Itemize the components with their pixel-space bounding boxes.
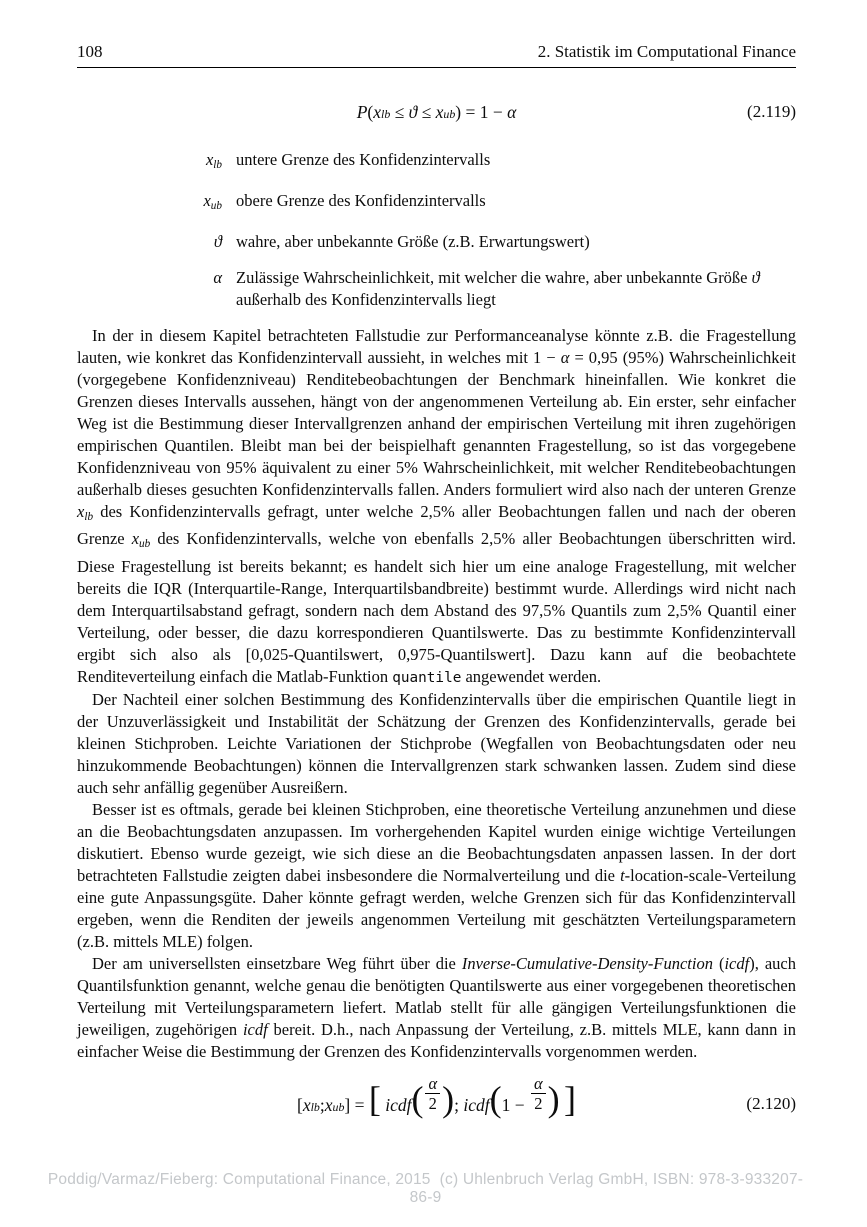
equation-2120-number: (2.120) bbox=[746, 1093, 796, 1113]
definition-description: Zulässige Wahrscheinlichkeit, mit welcher die wahre, aber unbekannte Größe ϑ außerhalb des Konfidenzintervalls liegt bbox=[236, 268, 760, 310]
paragraph-2: Der Nachteil einer solchen Bestimmung des Konfidenzintervalls über die empirischen Quantile liegt in der Unzuverlässigkeit und Instabilität der Schätzung der Grenzen des Konfidenzintervalls, gerade bei kleinen Stichproben. Leichte Variationen der Stichprobe (Wegfallen von Beobachtungsdaten oder neu hinzukommende Beobachtungen) können die Intervallgrenzen stark schwanken lassen. Zudem sind diese auch sehr anfällig gegenüber Ausreißern. bbox=[77, 689, 796, 797]
equation-2120 bbox=[77, 1073, 796, 1131]
equation-2119 bbox=[77, 99, 796, 125]
page-number: 108 bbox=[77, 42, 103, 61]
definition-term: α bbox=[213, 268, 222, 288]
definitions-list bbox=[77, 149, 796, 311]
paragraph-3: Besser ist es oftmals, gerade bei kleinen Stichproben, eine theoretische Verteilung anzunehmen und diese an die Beobachtungsdaten anzupassen. Im vorhergehenden Kapitel wurden einige wichtige Verteilungen diskutiert. Ebenso wurde gezeigt, wie sich diese an die Beobachtungsdaten anpassen lassen. In der dort betrachteten Fallstudie zeigten dabei insbesondere die Normalverteilung und die t-location-scale-Verteilung eine gute Anpassungsgüte. Daher könnte gefragt werden, welche Grenzen sich für das Konfidenzintervall ergeben, wenn die Renditen der jeweils angenommen Verteilung mit geschätzten Verteilungsparametern (z.B. mittels MLE) folgen. bbox=[77, 799, 796, 951]
equation-2119-formula: P(xlb ≤ ϑ ≤ xub) = 1 − α bbox=[356, 102, 517, 122]
definition-description: obere Grenze des Konfidenzintervalls bbox=[236, 191, 486, 211]
definition-row bbox=[77, 190, 796, 217]
chapter-title: 2. Statistik im Computational Finance bbox=[537, 42, 796, 61]
paragraph-1: In der in diesem Kapitel betrachteten Fallstudie zur Performanceanalyse könnte z.B. die Fragestellung lauten, wie konkret das Konfidenzintervall aussieht, in welches mit 1 − α = 0,95 (95%) Wahrscheinlichkeit (vorgegebene Konfidenzniveau) Renditebeobachtungen der Benchmark hineinfallen. Wie konkret die Grenzen dieses Intervalls aussehen, hängt von der angenommenen Verteilung ab. Ein erster, sehr einfacher Weg ist die Bestimmung dieser Intervallgrenzen anhand der empirischen Verteilung mit ihren zugehörigen empirischen Quantilen. Bleibt man bei der beispielhaft genannten Fragestellung, so ist das vorgegebene Konfidenzniveau von 95% äquivalent zu einer 5% Wahrscheinlichkeit, mit welcher Renditebeobachtungen außerhalb dieses gesuchten Konfidenzintervalls fallen. Anders formuliert wird also nach der unteren Grenze xlb des Konfidenzintervalls gefragt, unter welche 2,5% aller Beobachtungen fallen und nach der oberen Grenze xub des Konfidenzintervalls, welche von ebenfalls 2,5% aller Beobachtungen überschritten wird. Diese Fragestellung ist bereits bekannt; es handelt sich hier um eine analoge Fragestellung, mit welcher bereits die IQR (Interquartile-Range, Interquartilsbandbreite) bestimmt wurde. Allerdings wird nicht nach dem Interquartilsabstand gefragt, sondern nach dem Abstand des 97,5% Quantils zum 2,5% Quantil einer Verteilung, oder besser, die dazu korrespondieren Quantilswerte. Das zu bestimmte Konfidenzintervall ergibt sich also als [0,025-Quantilswert, 0,975-Quantilswert]. Dazu kann auf die beobachtete Renditeverteilung einfach die Matlab-Funktion quantile angewendet werden. bbox=[77, 326, 796, 686]
definition-row bbox=[77, 267, 796, 311]
paragraph-4: Der am universellsten einsetzbare Weg führt über die Inverse-Cumulative-Density-Function (icdf), auch Quantilsfunktion genannt, welche genau die benötigten Quantilswerte aus einer vorgegebenen theoretischen Verteilung mit Verteilungsparametern liefert. Matlab stellt für alle gängigen Verteilungsfunktionen die jeweiligen, zugehörigen icdf bereit. D.h., nach Anpassung der Verteilung, z.B. mittels MLE, kann dann in einfacher Weise die Bestimmung der Grenzen des Konfidenzintervalls vorgenommen werden. bbox=[77, 953, 796, 1061]
definition-description: untere Grenze des Konfidenzintervalls bbox=[236, 150, 491, 169]
definition-term: xlb bbox=[205, 150, 222, 172]
page-header bbox=[77, 42, 796, 68]
definition-term: xub bbox=[203, 191, 222, 213]
body-paragraphs bbox=[77, 325, 796, 1062]
definition-term: ϑ bbox=[213, 232, 222, 252]
page-content bbox=[77, 42, 796, 1131]
definition-description: wahre, aber unbekannte Größe (z.B. Erwartungswert) bbox=[236, 232, 590, 252]
equation-2120-formula: [xlb;xub] = [ icdf( $\frac{\alpha}{2}$ ); icdf(1 − $\frac{\alpha}{2}$ ) ] bbox=[296, 1073, 576, 1119]
definition-row bbox=[77, 149, 796, 176]
definition-row bbox=[77, 231, 796, 253]
footer-credit: Poddig/Varmaz/Fieberg: Computational Finance, 2015 (c) Uhlenbruch Verlag GmbH, ISBN: 978-3-933207-86-9 bbox=[47, 1171, 804, 1206]
equation-2119-number: (2.119) bbox=[747, 102, 796, 121]
